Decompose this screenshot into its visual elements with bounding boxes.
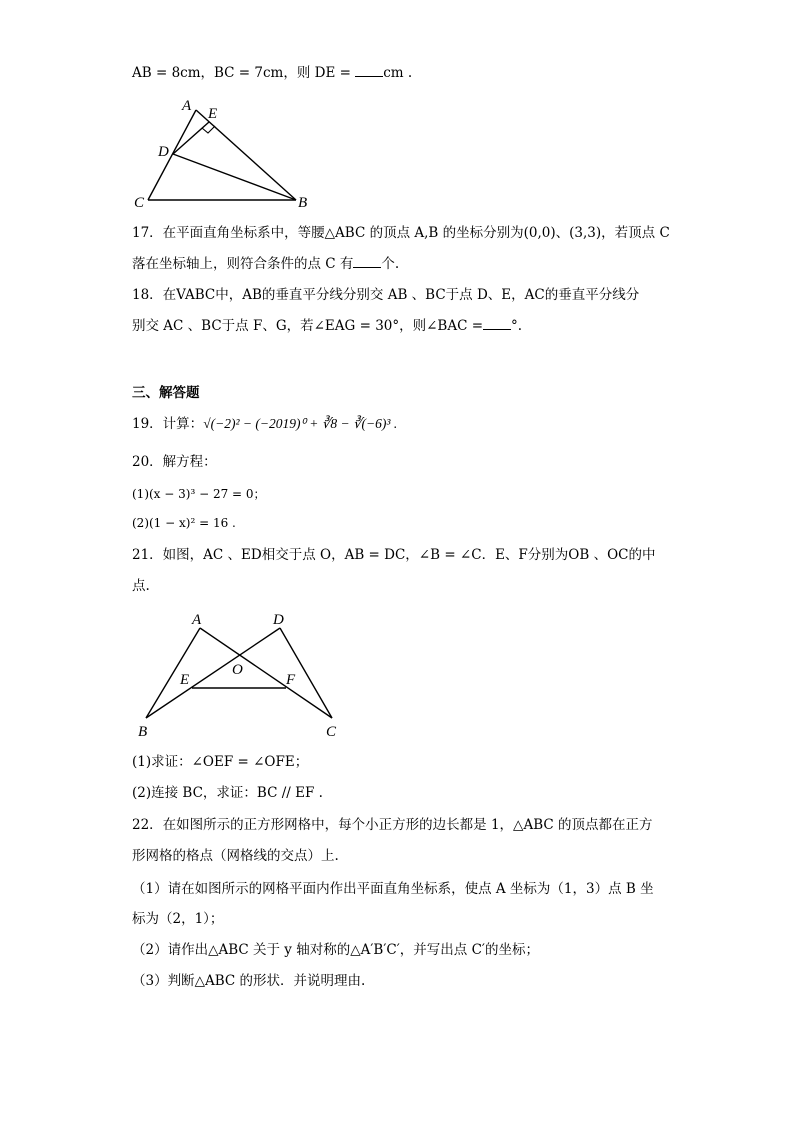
q17-suffix: 个. [381, 256, 400, 272]
q22-part2: （2）请作出△ABC 关于 y 轴对称的△A′B′C′，并写出点 C′的坐标； [132, 942, 539, 958]
q20-title: 20．解方程： [132, 454, 217, 470]
q22-line1: 22．在如图所示的正方形网格中，每个小正方形的边长都是 1，△ABC 的顶点都在正方 [132, 817, 653, 833]
q22-part1a: （1）请在如图所示的网格平面内作出平面直角坐标系，使点 A 坐标为（1，3）点 B 坐 [132, 881, 654, 897]
q17-text: 落在坐标轴上，则符合条件的点 C 有 [132, 256, 354, 272]
q21-line1: 21．如图，AC 、ED相交于点 O，AB = DC，∠B = ∠C．E、F分别为OB 、OC的中 [132, 547, 656, 563]
q22-part3: （3）判断△ABC 的形状．并说明理由. [132, 973, 366, 989]
segment-ab [146, 628, 200, 718]
q21-line2: 点. [132, 578, 150, 594]
q19-prefix: 19．计算： [132, 416, 204, 432]
label-d: D [273, 612, 284, 628]
q16-unit: cm . [383, 65, 413, 81]
q16-text: AB = 8cm，BC = 7cm，则 DE = [132, 65, 356, 81]
label-c: C [134, 195, 145, 210]
segment-db [173, 154, 296, 200]
q18-blank[interactable] [483, 317, 511, 330]
q21-part1: (1)求证：∠OEF = ∠OFE； [132, 754, 309, 770]
q22-line2: 形网格的格点（网格线的交点）上. [132, 848, 339, 864]
q18-line1: 18．在VABC中，AB的垂直平分线分别交 AB 、BC于点 D、E，AC的垂直平分线分 [132, 287, 640, 303]
q17-line2 [132, 255, 399, 273]
label-e: E [208, 106, 218, 122]
q20-part1: (1)(x − 3)³ − 27 = 0； [132, 487, 266, 501]
label-b: B [298, 195, 308, 210]
q19-expression: √(−2)² − (−2019)⁰ + ∛8 − ∛(−6)³ . [203, 416, 398, 431]
section-title: 三、解答题 [132, 385, 200, 401]
segment-ac [200, 628, 332, 718]
label-c: C [326, 724, 337, 740]
segment-ab [196, 110, 296, 200]
label-a: A [192, 612, 202, 628]
q18-suffix: °. [511, 318, 523, 334]
label-e: E [180, 672, 190, 688]
q16-blank[interactable] [355, 64, 383, 77]
label-b: B [138, 724, 148, 740]
segment-ac [148, 110, 196, 200]
segment-db [146, 628, 280, 718]
label-d: D [158, 144, 169, 160]
q17-line1: 17．在平面直角坐标系中，等腰△ABC 的顶点 A,B 的坐标分别为(0,0)、(3,3)，若顶点 C [132, 225, 670, 241]
figure-crossing-triangles [130, 608, 350, 740]
q16-tail [132, 64, 412, 82]
q21-part2: (2)连接 BC，求证：BC // EF . [132, 785, 323, 801]
q22-part1b: 标为（2，1）； [132, 911, 224, 927]
label-a: A [182, 98, 192, 114]
segment-de [173, 122, 209, 154]
q17-blank[interactable] [353, 255, 381, 268]
label-o: O [232, 662, 243, 678]
q19 [132, 415, 397, 433]
q20-part2: (2)(1 − x)² = 16 . [132, 516, 236, 530]
label-f: F [286, 672, 296, 688]
figure-triangle-abc [130, 96, 320, 210]
q18-text: 别交 AC 、BC于点 F、G，若∠EAG = 30°，则∠BAC = [132, 318, 484, 334]
q18-line2 [132, 317, 522, 335]
